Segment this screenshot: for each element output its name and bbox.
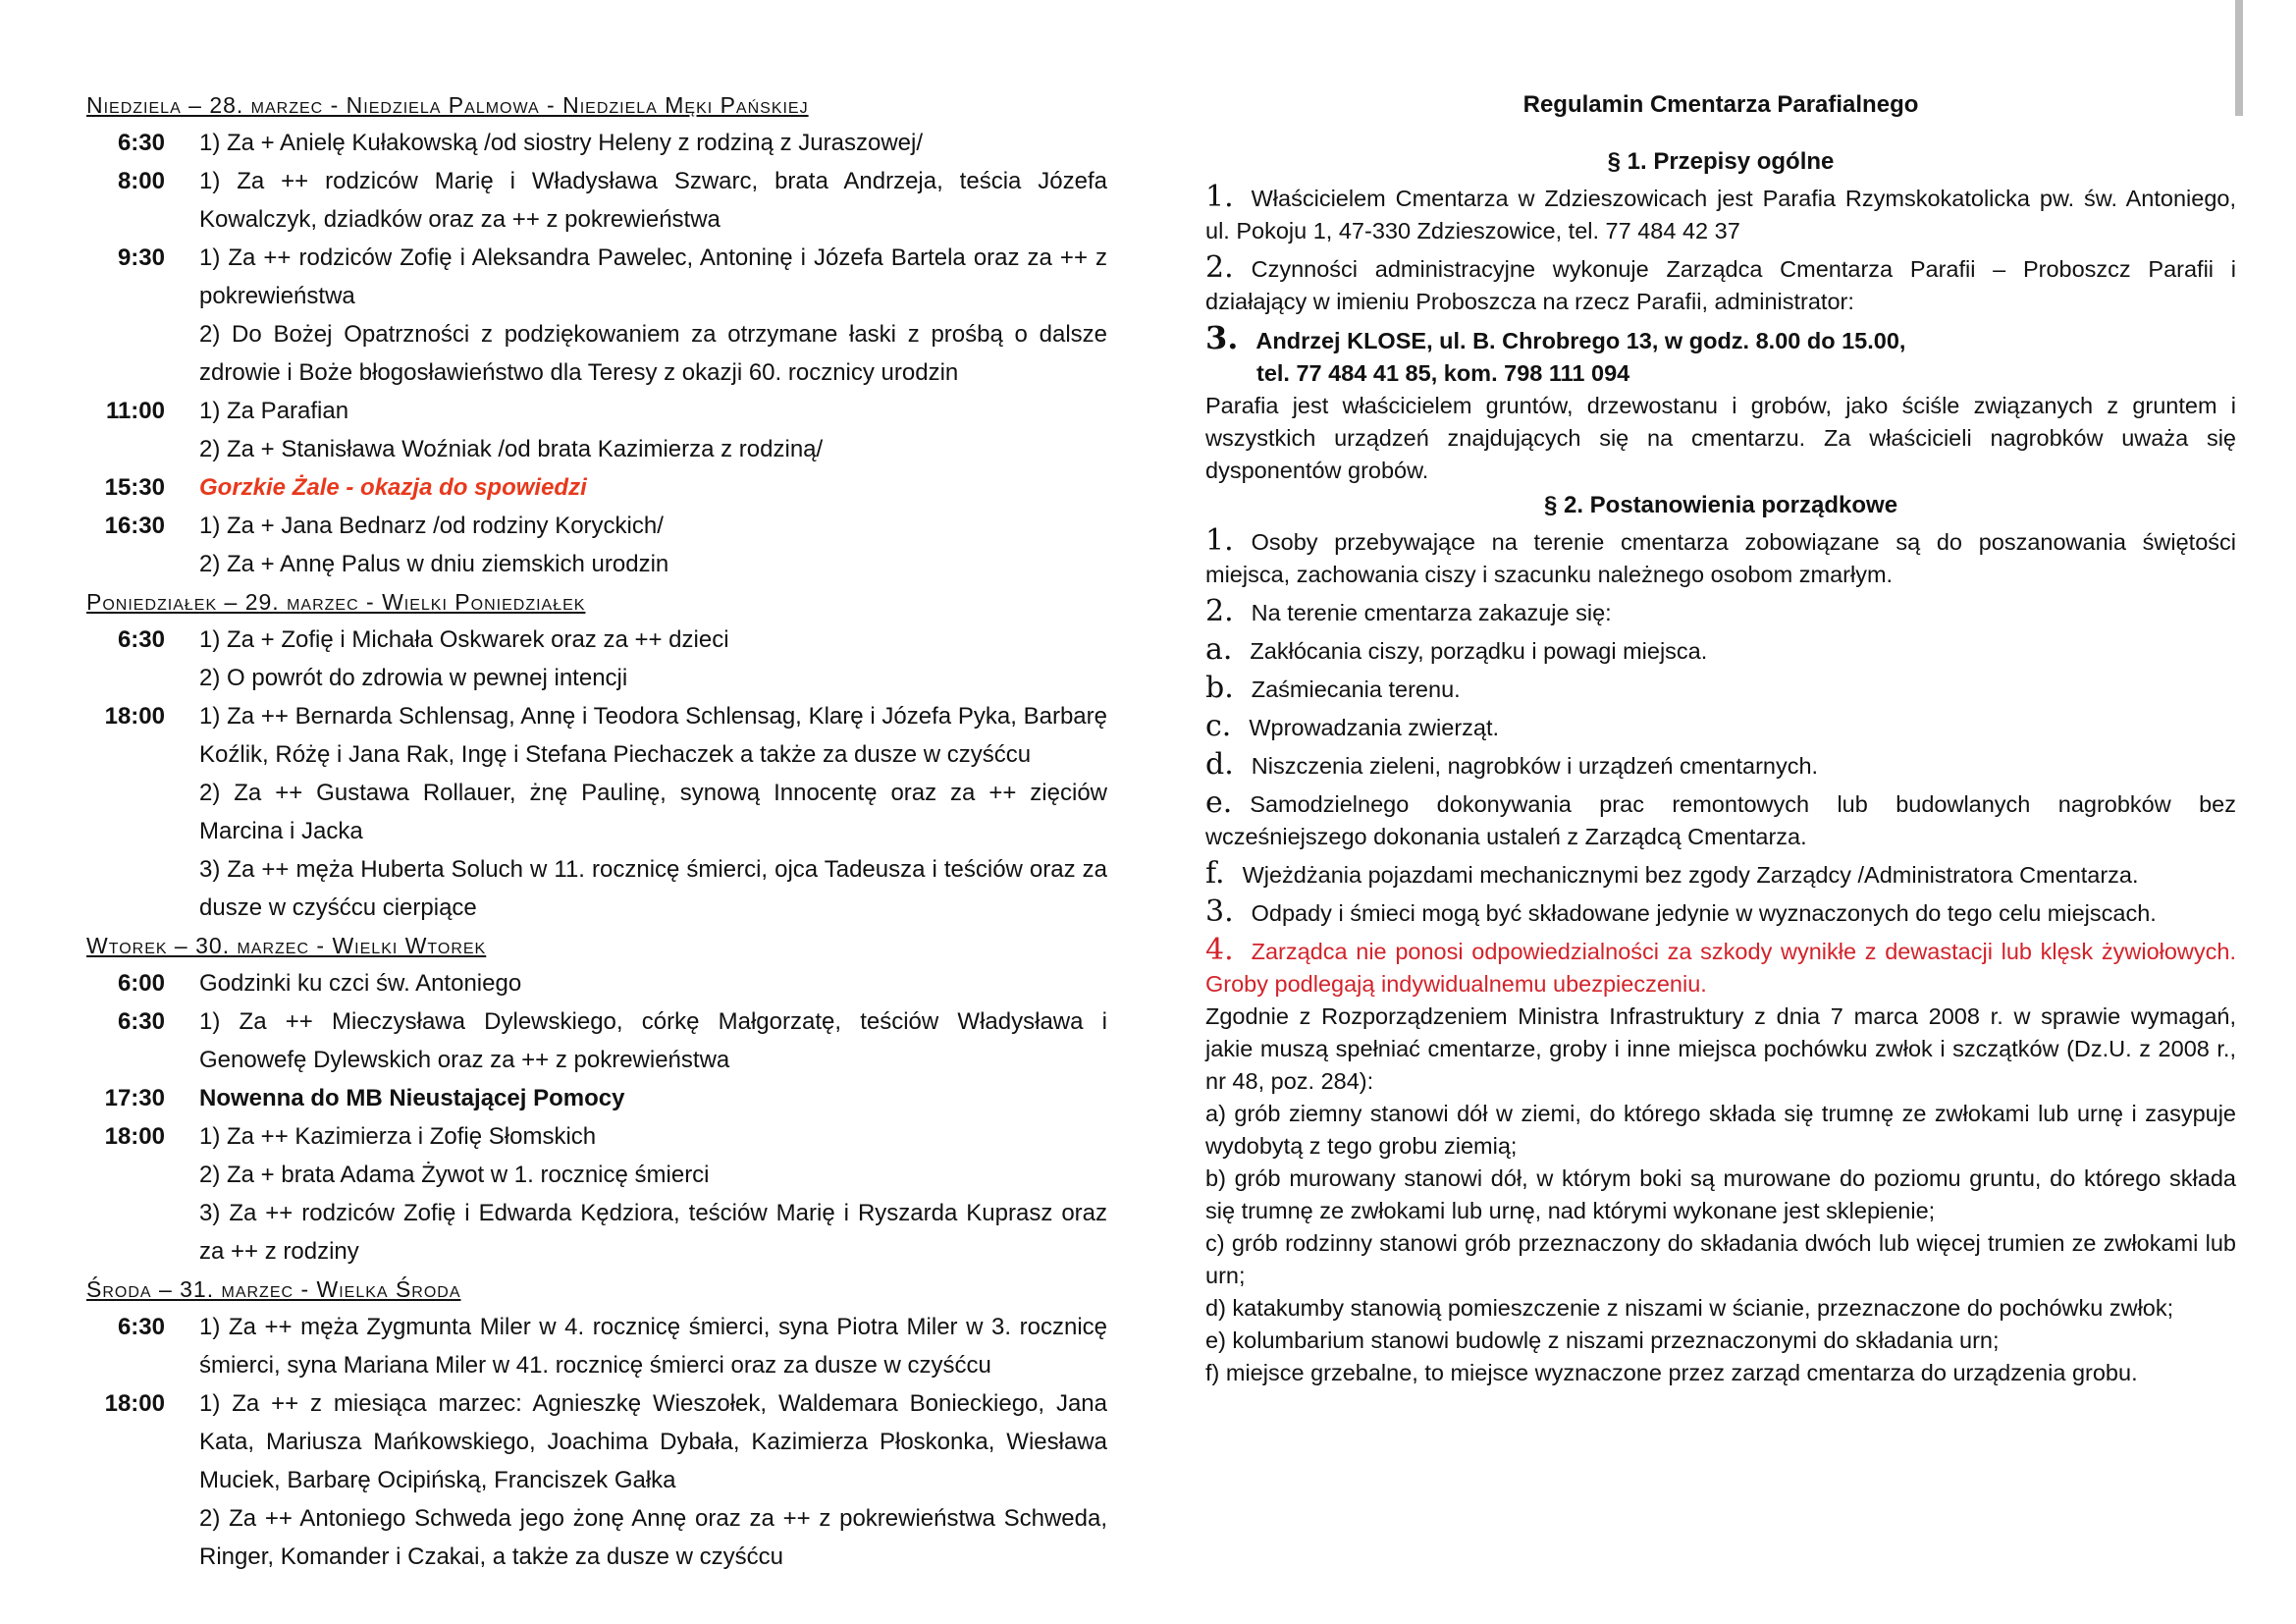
intentions	[199, 964, 1107, 1002]
intention-text: Godzinki ku czci św. Antoniego	[199, 970, 522, 997]
mass-entry	[86, 697, 1107, 927]
intention-text: 1) Za ++ Mieczysława Dylewskiego, córkę Małgorzatę, teściów Władysława i Genowefę Dylewskich oraz za ++ z pokrewieństwa	[199, 1008, 1107, 1073]
mass-time: 17:30	[104, 1085, 165, 1111]
intentions	[199, 621, 1107, 697]
s1-item-3: 3. Andrzej KLOSE, ul. B. Chrobrego 13, w godz. 8.00 do 15.00,	[1205, 319, 1906, 356]
intentions	[199, 162, 1107, 239]
mass-entry	[86, 468, 1107, 507]
mass-time: 6:00	[117, 970, 165, 997]
intention-text: 1) Za ++ męża Zygmunta Miler w 4. rocznicę śmierci, syna Piotra Miler w 3. rocznicę śmierci, syna Mariana Miler w 41. rocznicę śmierci oraz za dusze w czyśćcu	[199, 1314, 1107, 1379]
section-2-heading: § 2. Postanowienia porządkowe	[1543, 492, 1898, 518]
mass-time: 6:30	[117, 130, 165, 156]
mass-entry	[86, 1079, 1107, 1117]
mass-entry	[86, 239, 1107, 392]
mass-time: 9:30	[117, 244, 165, 271]
intentions	[199, 507, 1107, 583]
mass-entry	[86, 162, 1107, 239]
definition-f: f) miejsce grzebalne, to miejsce wyznaczone przez zarząd cmentarza do urządzenia grobu.	[1205, 1360, 2138, 1385]
intention-text: 1) Za + Jana Bednarz /od rodziny Koryckich/	[199, 513, 664, 539]
intentions	[199, 697, 1107, 927]
day-header: Poniedziałek – 29. marzec - Wielki Poniedziałek	[86, 589, 586, 615]
s1-item-1: 1. Właścicielem Cmentarza w Zdzieszowicach jest Parafia Rzymskokatolicka pw. św. Antoniego, ul. Pokoju 1, 47-330 Zdzieszowice, tel. 77 484 42 37	[1205, 180, 2236, 244]
mass-entry	[86, 1117, 1107, 1271]
s2-item-a: a. Zakłócania ciszy, porządku i powagi miejsca.	[1205, 632, 1708, 667]
intention-text: Gorzkie Żale - okazja do spowiedzi	[199, 474, 587, 501]
mass-time: 18:00	[104, 1390, 165, 1417]
intention-text: 1) Za ++ rodziców Marię i Władysława Szwarc, brata Andrzeja, teścia Józefa Kowalczyk, dziadków oraz za ++ z pokrewieństwa	[199, 168, 1107, 233]
mass-entry	[86, 392, 1107, 468]
intention-text: 2) Do Bożej Opatrzności z podziękowaniem za otrzymane łaski z prośbą o dalsze zdrowie i Boże błogosławieństwo dla Teresy z okazji 60. rocznicy urodzin	[199, 321, 1107, 386]
mass-time: 6:30	[117, 1008, 165, 1035]
intentions	[199, 1308, 1107, 1384]
intentions	[199, 239, 1107, 392]
intentions	[199, 1079, 1107, 1117]
intention-text: 1) Za ++ rodziców Zofię i Aleksandra Pawelec, Antoninę i Józefa Bartela oraz za ++ z pokrewieństwa	[199, 244, 1107, 309]
intentions	[199, 392, 1107, 468]
s1-paragraph: Parafia jest właścicielem gruntów, drzewostanu i grobów, jako ściśle związanych z gruntem i wszystkich urządzeń znajdujących się na cmentarzu. Za właścicieli nagrobków uważa się dysponentów grobów.	[1205, 393, 2236, 483]
mass-time: 8:00	[117, 168, 165, 194]
intentions	[199, 1002, 1107, 1079]
day-header: Wtorek – 30. marzec - Wielki Wtorek	[86, 933, 487, 958]
mass-entry	[86, 1384, 1107, 1576]
law-reference: Zgodnie z Rozporządzeniem Ministra Infrastruktury z dnia 7 marca 2008 r. w sprawie wymagań, jakie muszą spełniać cmentarze, groby i inne miejsca pochówku zwłok i szczątków (Dz.U. z 2008 r., nr 48, poz. 284):	[1205, 1003, 2236, 1094]
mass-time: 6:30	[117, 1314, 165, 1340]
intention-text: 1) Za ++ z miesiąca marzec: Agnieszkę Wieszołek, Waldemara Bonieckiego, Jana Kata, Mariusza Mańkowskiego, Joachima Dybała, Kazimierza Płoskonka, Wiesława Muciek, Barbarę Ocipińską, Franciszek Gałka	[199, 1390, 1107, 1493]
s2-item-4: 4. Zarządca nie ponosi odpowiedzialności za szkody wynikłe z dewastacji lub klęsk żywiołowych. Groby podlegają indywidualnemu ubezpieczeniu.	[1205, 933, 2236, 997]
mass-time: 18:00	[104, 1123, 165, 1150]
mass-entry	[86, 124, 1107, 162]
cemetery-regulations	[1205, 86, 2236, 1389]
intention-text: Nowenna do MB Nieustającej Pomocy	[199, 1085, 625, 1111]
definition-c: c) grób rodzinny stanowi grób przeznaczony do składania dwóch lub więcej trumien ze zwłokami lub urn;	[1205, 1230, 2236, 1288]
s2-item-d: d. Niszczenia zieleni, nagrobków i urządzeń cmentarnych.	[1205, 747, 1819, 782]
intention-text: 2) Za + brata Adama Żywot w 1. rocznicę śmierci	[199, 1162, 710, 1188]
mass-entry	[86, 1002, 1107, 1079]
s2-item-b: b. Zaśmiecania terenu.	[1205, 671, 1461, 705]
mass-time: 18:00	[104, 703, 165, 730]
s2-item-2: 2. Na terenie cmentarza zakazuje się:	[1205, 594, 1612, 628]
mass-schedule	[86, 86, 1107, 1576]
intention-text: 2) Za ++ Antoniego Schweda jego żonę Annę oraz za ++ z pokrewieństwa Schweda, Ringer, Komander i Czakai, a także za dusze w czyśćcu	[199, 1505, 1107, 1570]
scrollbar[interactable]	[2235, 0, 2243, 116]
definition-e: e) kolumbarium stanowi budowlę z niszami przeznaczonymi do składania urn;	[1205, 1327, 2000, 1353]
s2-item-c: c. Wprowadzania zwierząt.	[1205, 709, 1500, 743]
s1-item-3-contact: tel. 77 484 41 85, kom. 798 111 094	[1256, 360, 1630, 386]
section-1-heading: § 1. Przepisy ogólne	[1607, 148, 1835, 175]
intention-text: 3) Za ++ rodziców Zofię i Edwarda Kędziora, teściów Marię i Ryszarda Kuprasz oraz za ++ z rodziny	[199, 1200, 1107, 1265]
day-header: Środa – 31. marzec - Wielka Środa	[86, 1276, 461, 1302]
regulations-title: Regulamin Cmentarza Parafialnego	[1522, 91, 1919, 118]
definition-b: b) grób murowany stanowi dół, w którym boki są murowane do poziomu gruntu, do którego składa się trumnę ze zwłokami lub urnę, nad którymi wykonane jest sklepienie;	[1205, 1165, 2236, 1223]
s2-item-1: 1. Osoby przebywające na terenie cmentarza zobowiązane są do poszanowania świętości miejsca, zachowania ciszy i szacunku należnego osobom zmarłym.	[1205, 523, 2236, 587]
intentions	[199, 1384, 1107, 1576]
intention-text: 1) Za ++ Kazimierza i Zofię Słomskich	[199, 1123, 597, 1150]
s2-item-f: f. Wjeżdżania pojazdami mechanicznymi bez zgody Zarządcy /Administratora Cmentarza.	[1205, 856, 2139, 891]
intention-text: 2) Za ++ Gustawa Rollauer, żnę Paulinę, synową Innocentę oraz za ++ zięciów Marcina i Jacka	[199, 780, 1107, 844]
intention-text: 1) Za Parafian	[199, 398, 349, 424]
intention-text: 2) Za + Stanisława Woźniak /od brata Kazimierza z rodziną/	[199, 436, 824, 462]
s2-item-3: 3. Odpady i śmieci mogą być składowane jedynie w wyznaczonych do tego celu miejscach.	[1205, 894, 2157, 929]
mass-entry	[86, 621, 1107, 697]
intentions	[199, 468, 1107, 507]
mass-entry	[86, 1308, 1107, 1384]
intention-text: 1) Za + Zofię i Michała Oskwarek oraz za ++ dzieci	[199, 626, 729, 653]
mass-time: 15:30	[104, 474, 165, 501]
intention-text: 3) Za ++ męża Huberta Soluch w 11. rocznicę śmierci, ojca Tadeusza i teściów oraz za dusze w czyśćcu cierpiące	[199, 856, 1107, 921]
intention-text: 1) Za ++ Bernarda Schlensag, Annę i Teodora Schlensag, Klarę i Józefa Pyka, Barbarę Koźlik, Różę i Jana Rak, Ingę i Stefana Piechaczek a także za dusze w czyśćcu	[199, 703, 1107, 768]
s2-item-e: e. Samodzielnego dokonywania prac remontowych lub budowlanych nagrobków bez wcześniejszego dokonania ustaleń z Zarządcą Cmentarza.	[1205, 785, 2236, 849]
mass-time: 11:00	[105, 398, 165, 424]
mass-time: 16:30	[104, 513, 165, 539]
definition-a: a) grób ziemny stanowi dół w ziemi, do którego składa się trumnę ze zwłokami lub urnę i zasypuje wydobytą z tego grobu ziemią;	[1205, 1101, 2236, 1159]
intention-text: 2) Za + Annę Palus w dniu ziemskich urodzin	[199, 551, 669, 577]
mass-entry	[86, 507, 1107, 583]
mass-entry	[86, 964, 1107, 1002]
day-header: Niedziela – 28. marzec - Niedziela Palmowa - Niedziela Męki Pańskiej	[86, 92, 809, 118]
intentions	[199, 1117, 1107, 1271]
definition-d: d) katakumby stanowią pomieszczenie z niszami w ścianie, przeznaczone do pochówku zwłok;	[1205, 1295, 2174, 1321]
s1-item-2: 2. Czynności administracyjne wykonuje Zarządca Cmentarza Parafii – Proboszcz Parafii i działający w imieniu Proboszcza na rzecz Parafii, administrator:	[1205, 250, 2236, 314]
mass-time: 6:30	[117, 626, 165, 653]
intentions	[199, 124, 1107, 162]
intention-text: 1) Za + Anielę Kułakowską /od siostry Heleny z rodziną z Juraszowej/	[199, 130, 924, 156]
intention-text: 2) O powrót do zdrowia w pewnej intencji	[199, 665, 628, 691]
